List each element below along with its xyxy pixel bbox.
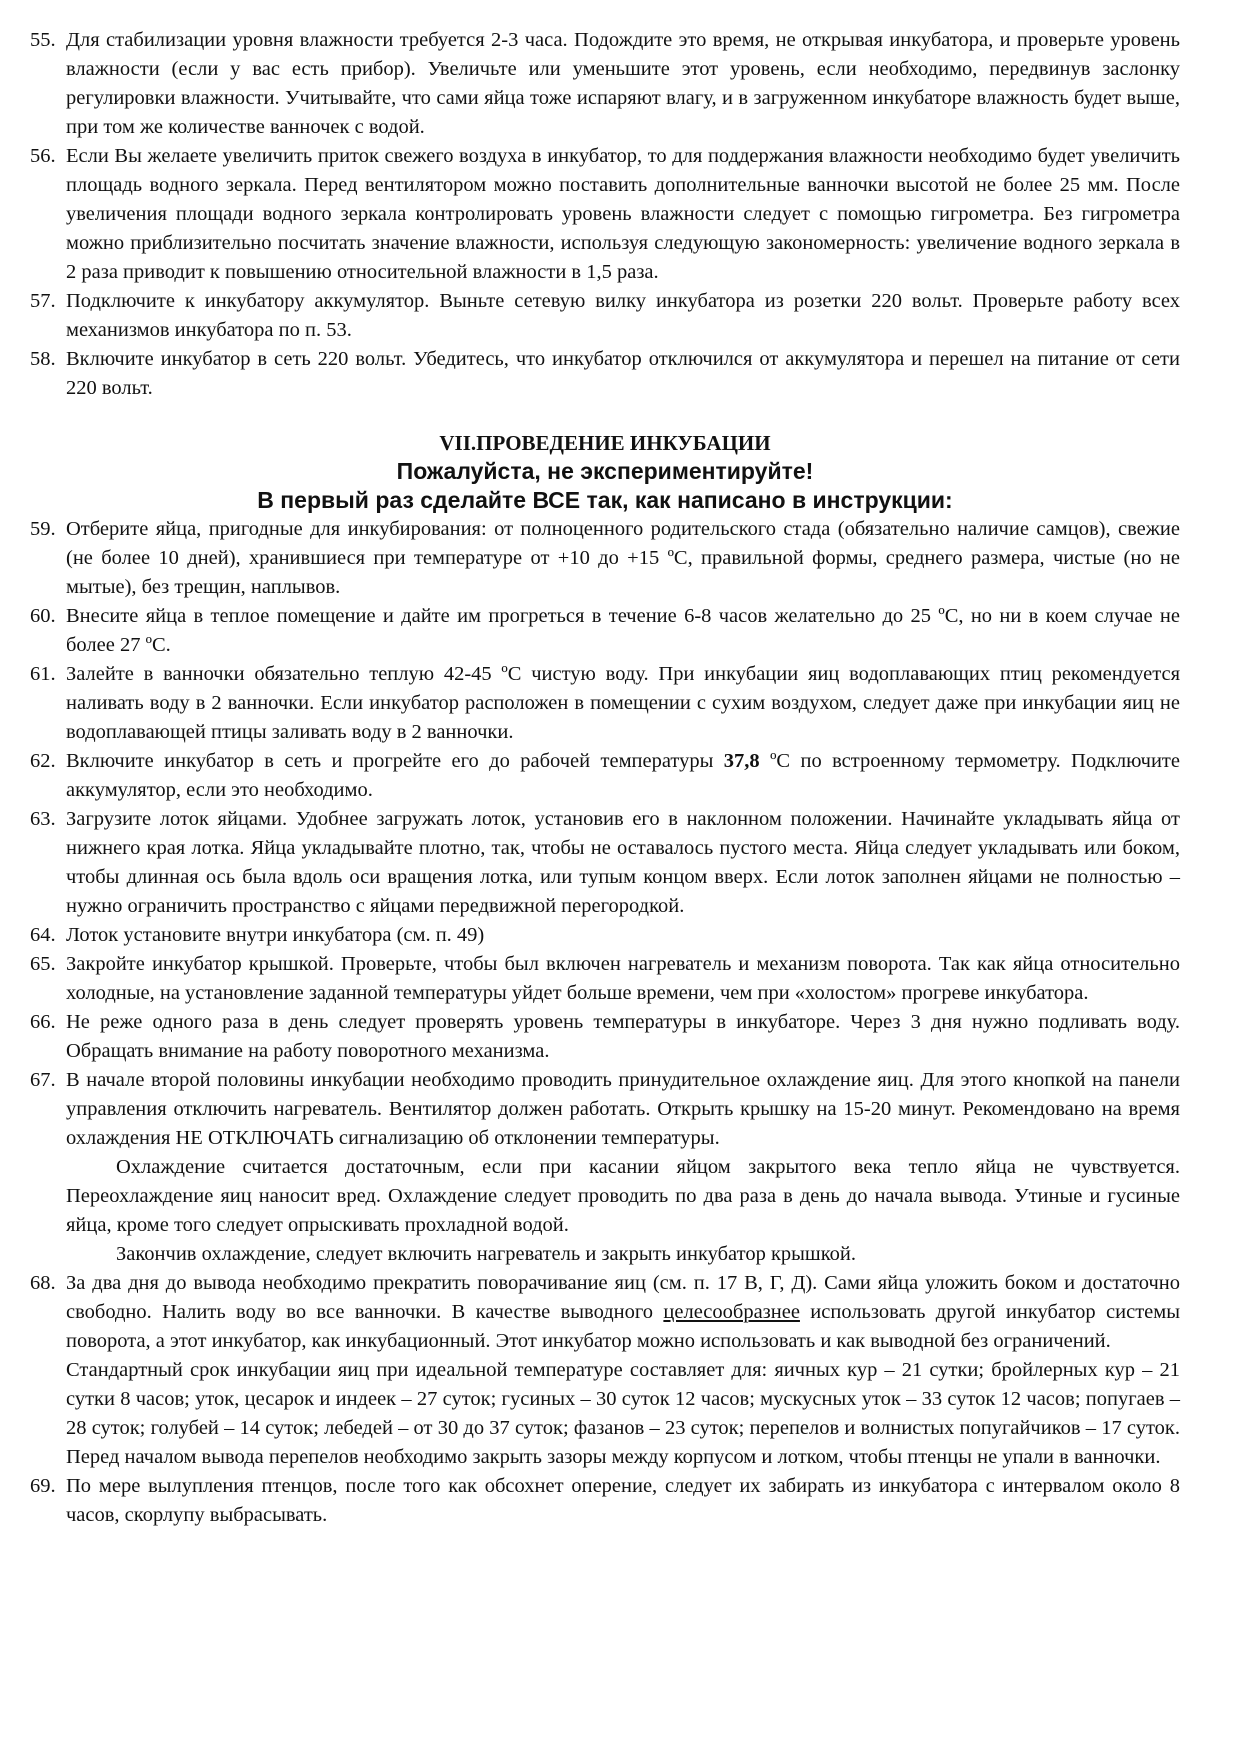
item-text-continued: ºС по встроенному термометру. Подключите аккумулятор, если это необходимо. xyxy=(66,750,1180,801)
item-text: Закройте инкубатор крышкой. Проверьте, чтобы был включен нагреватель и механизм поворота. Так как яйца относительно холодные, на установление заданной температуры уйдет больше времени, чем при «холостом» прогреве инкубатора. xyxy=(66,953,1180,1004)
list-item-56 xyxy=(30,142,1180,287)
item-number: 64. xyxy=(30,924,56,946)
item-text: Загрузите лоток яйцами. Удобнее загружать лоток, установив его в наклонном положении. Начинайте укладывать яйца от нижнего края лотка. Яйца укладывайте плотно, так, чтобы не оставалось пустого места. Яйца следует укладывать или боком, чтобы длинная ось была вдоль оси вращения лотка, или тупым концом вверх. Если лоток заполнен яйцами не полностью – нужно ограничить пространство с яйцами передвижной перегородкой. xyxy=(66,808,1180,917)
item-text: Залейте в ванночки обязательно теплую 42-45 ºС чистую воду. При инкубации яиц водоплавающих птиц рекомендуется наливать воду в 2 ванночки. Если инкубатор расположен в помещении с сухим воздухом, следует даже при инкубации яиц не водоплавающей птицы заливать воду в 2 ванночки. xyxy=(66,663,1180,743)
item-text: Если Вы желаете увеличить приток свежего воздуха в инкубатор, то для поддержания влажности необходимо будет увеличить площадь водного зеркала. Перед вентилятором можно поставить дополнительные ванночки высотой не более 25 мм. После увеличения площади водного зеркала контролировать уровень влажности следует с помощью гигрометра. Без гигрометра можно приблизительно посчитать значение влажности, используя следующую закономерность: увеличение водного зеркала в 2 раза приводит к повышению относительной влажности в 1,5 раза. xyxy=(66,145,1180,283)
item-number: 62. xyxy=(30,750,56,772)
item-number: 69. xyxy=(30,1475,56,1497)
item-text: За два дня до вывода необходимо прекратить поворачивание яиц (см. п. 17 В, Г, Д). Сами яйца уложить боком и достаточно свободно. Налить воду во все ванночки. В качестве выводного xyxy=(66,1272,1180,1323)
item-number: 60. xyxy=(30,605,56,627)
list-item-65 xyxy=(30,950,1180,1008)
incubation-periods-paragraph: Стандартный срок инкубации яиц при идеальной температуре составляет для: яичных кур – 21 сутки; бройлерных кур – 21 сутки 8 часов; уток, цесарок и индеек – 27 суток; гусиных – 30 суток 12 часов; мускусных уток – 33 суток 12 часов; попугаев – 28 суток; голубей – 14 суток; лебедей – от 30 до 37 суток; фазанов – 23 суток; перепелов и волнистых попугайчиков – 17 суток. Перед началом вывода перепелов необходимо закрыть зазоры между корпусом и лотком, чтобы птенцы не упали в ванночки. xyxy=(66,1359,1180,1468)
item-number: 65. xyxy=(30,953,56,975)
item-text: В начале второй половины инкубации необходимо проводить принудительное охлаждение яиц. Для этого кнопкой на панели управления отключить нагреватель. Вентилятор должен работать. Открыть крышку на 15-20 минут. Рекомендовано на время охлаждения НЕ ОТКЛЮЧАТЬ сигнализацию об отклонении температуры. xyxy=(66,1069,1180,1149)
item-number: 61. xyxy=(30,663,56,685)
list-item-69 xyxy=(30,1472,1180,1530)
list-item-58 xyxy=(30,345,1180,403)
item-67-paragraph-3: Закончив охлаждение, следует включить нагреватель и закрыть инкубатор крышкой. xyxy=(116,1243,856,1265)
instruction-notice: В первый раз сделайте ВСЕ так, как написано в инструкции: xyxy=(257,487,953,513)
underlined-word: целесообразнее xyxy=(663,1301,800,1323)
item-text-continued: использовать другой инкубатор системы поворота, а этот инкубатор, как инкубационный. Этот инкубатор можно использовать и как выводной без ограничений. xyxy=(66,1301,1180,1352)
list-item-68 xyxy=(30,1269,1180,1356)
document-body xyxy=(30,26,1180,1530)
item-number: 63. xyxy=(30,808,56,830)
section-title: VII.ПРОВЕДЕНИЕ ИНКУБАЦИИ xyxy=(439,431,771,455)
item-text: Не реже одного раза в день следует проверять уровень температуры в инкубаторе. Через 3 дня нужно подливать воду. Обращать внимание на работу поворотного механизма. xyxy=(66,1011,1180,1062)
item-67-paragraph-2: Охлаждение считается достаточным, если при касании яйцом закрытого века тепло яйца не чувствуется. Переохлаждение яиц наносит вред. Охлаждение следует проводить по два раза в день до начала вывода. Утиные и гусиные яйца, кроме того следует опрыскивать прохладной водой. xyxy=(66,1156,1180,1236)
item-text: Для стабилизации уровня влажности требуется 2-3 часа. Подождите это время, не открывая инкубатора, и проверьте уровень влажности (если у вас есть прибор). Увеличьте или уменьшите этот уровень, если необходимо, передвинув заслонку регулировки влажности. Учитывайте, что сами яйца тоже испаряют влагу, и в загруженном инкубаторе влажность будет выше, при том же количестве ванночек с водой. xyxy=(66,29,1180,138)
list-item-64 xyxy=(30,921,1180,950)
list-item-55 xyxy=(30,26,1180,142)
list-item-63 xyxy=(30,805,1180,921)
temperature-value: 37,8 xyxy=(723,750,760,772)
item-number: 58. xyxy=(30,348,56,370)
item-text: По мере вылупления птенцов, после того как обсохнет оперение, следует их забирать из инкубатора с интервалом около 8 часов, скорлупу выбрасывать. xyxy=(66,1475,1180,1526)
item-number: 56. xyxy=(30,145,56,167)
list-item-61 xyxy=(30,660,1180,747)
item-text: Подключите к инкубатору аккумулятор. Выньте сетевую вилку инкубатора из розетки 220 вольт. Проверьте работу всех механизмов инкубатора по п. 53. xyxy=(66,290,1180,341)
warning-notice: Пожалуйста, не экспериментируйте! xyxy=(396,458,814,484)
list-item-62 xyxy=(30,747,1180,805)
list-item-66 xyxy=(30,1008,1180,1066)
item-text: Отберите яйца, пригодные для инкубирования: от полноценного родительского стада (обязательно наличие самцов), свежие (не более 10 дней), хранившиеся при температуре от +10 до +15 ºС, правильной формы, среднего размера, чистые (но не мытые), без трещин, наплывов. xyxy=(66,518,1180,598)
list-item-67 xyxy=(30,1066,1180,1153)
item-text: Включите инкубатор в сеть и прогрейте его до рабочей температуры xyxy=(66,750,724,772)
list-item-60 xyxy=(30,602,1180,660)
item-number: 59. xyxy=(30,518,56,540)
item-text: Внесите яйца в теплое помещение и дайте им прогреться в течение 6-8 часов желательно до 25 ºС, но ни в коем случае не более 27 ºС. xyxy=(66,605,1180,656)
list-item-59 xyxy=(30,515,1180,602)
item-text: Включите инкубатор в сеть 220 вольт. Убедитесь, что инкубатор отключился от аккумулятора и перешел на питание от сети 220 вольт. xyxy=(66,348,1180,399)
list-item-57 xyxy=(30,287,1180,345)
item-number: 55. xyxy=(30,29,56,51)
item-text: Лоток установите внутри инкубатора (см. п. 49) xyxy=(66,924,485,946)
item-number: 67. xyxy=(30,1069,56,1091)
item-number: 68. xyxy=(30,1272,56,1294)
item-number: 57. xyxy=(30,290,56,312)
item-number: 66. xyxy=(30,1011,56,1033)
